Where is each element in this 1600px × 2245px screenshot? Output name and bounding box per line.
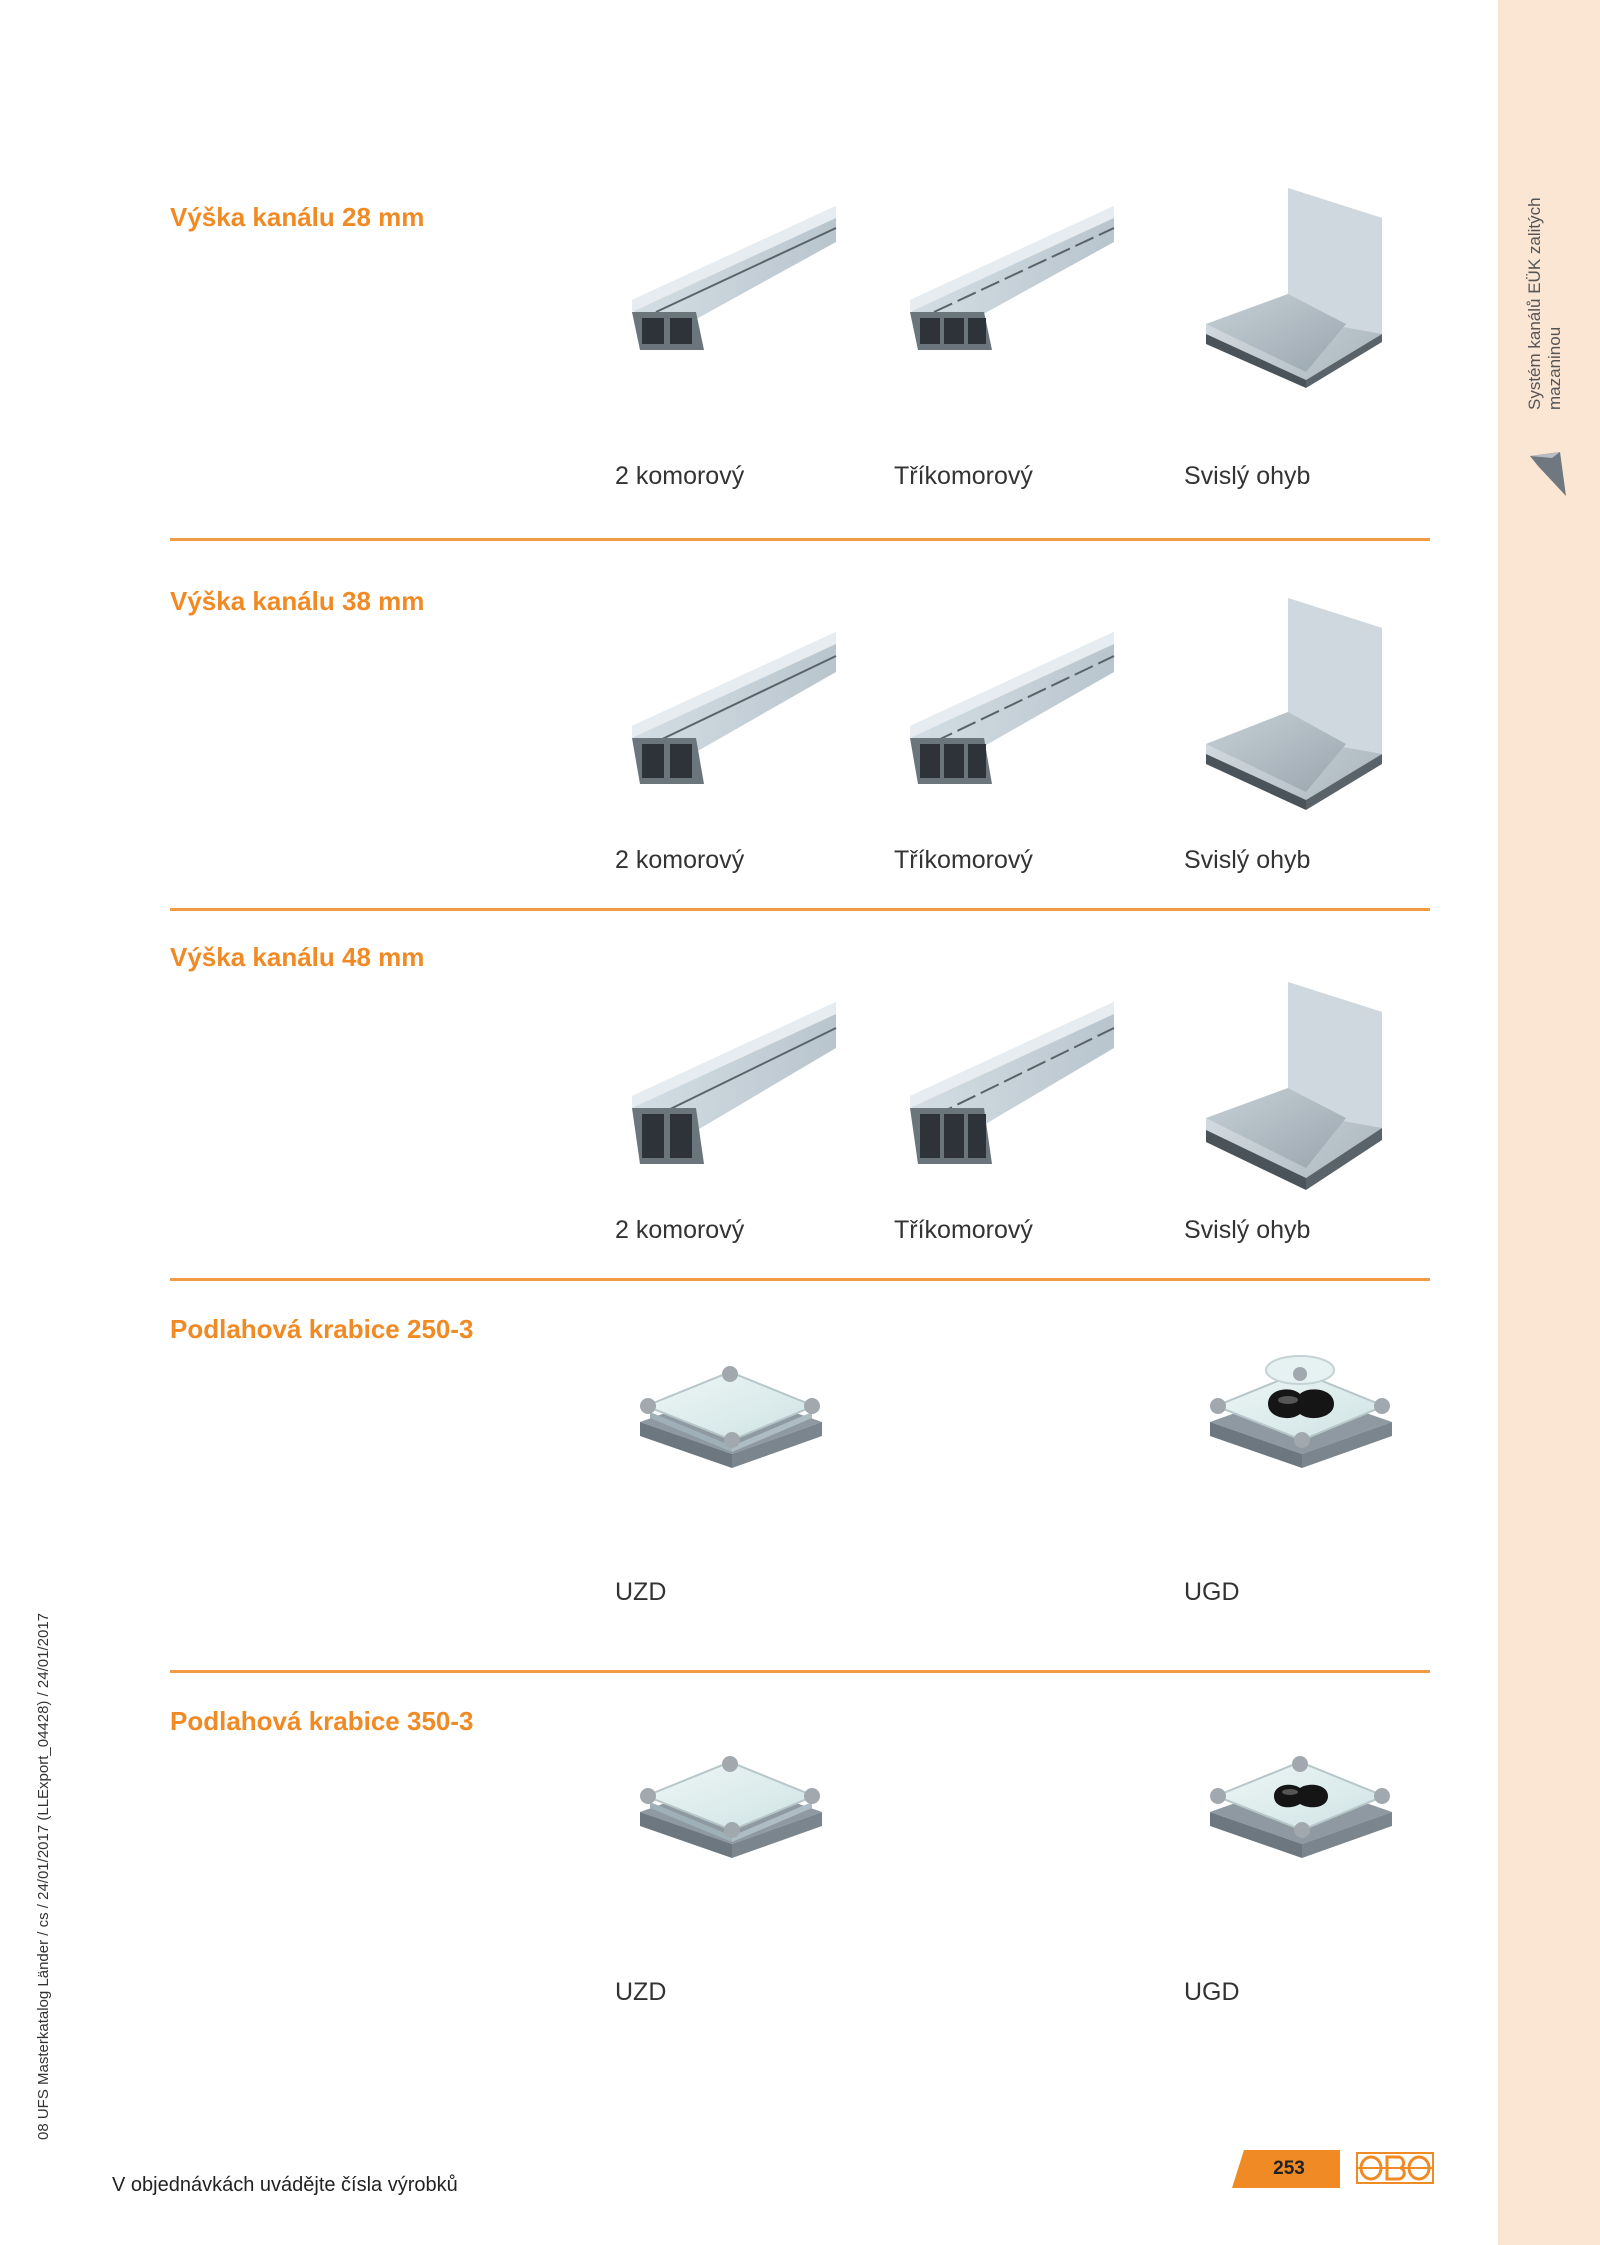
section-title: Výška kanálu 28 mm bbox=[170, 202, 425, 232]
product-label: 2 komorový bbox=[615, 1216, 745, 1244]
section-divider bbox=[170, 908, 1430, 911]
two-chamber-channel-icon bbox=[626, 626, 842, 791]
section-divider bbox=[170, 538, 1430, 541]
section-divider bbox=[170, 1278, 1430, 1281]
vertical-bend-icon bbox=[1196, 594, 1396, 814]
three-chamber-channel-icon bbox=[904, 200, 1120, 355]
product-label: Tříkomorový bbox=[894, 1216, 1033, 1244]
sidebar-tab-arrow-icon bbox=[1530, 452, 1570, 500]
product-label: UZD bbox=[615, 1578, 667, 1606]
page-number: 253 bbox=[1273, 2158, 1305, 2179]
floor-box-uzd-icon bbox=[626, 1740, 836, 1870]
product-label: Svislý ohyb bbox=[1184, 462, 1311, 490]
product-label: 2 komorový bbox=[615, 846, 745, 874]
order-note: V objednávkách uvádějte čísla výrobků bbox=[112, 2174, 458, 2196]
product-label: UZD bbox=[615, 1978, 667, 2006]
vertical-bend-icon bbox=[1196, 184, 1396, 394]
section-title: Výška kanálu 38 mm bbox=[170, 586, 425, 616]
sidebar-title-line2: mazaninou bbox=[1545, 326, 1564, 410]
product-label: UGD bbox=[1184, 1978, 1240, 2006]
floor-box-ugd-icon bbox=[1196, 1736, 1406, 1870]
product-label: Svislý ohyb bbox=[1184, 846, 1311, 874]
section-divider bbox=[170, 1670, 1430, 1673]
three-chamber-channel-icon bbox=[904, 996, 1120, 1171]
obo-logo bbox=[1356, 2152, 1434, 2184]
section-title: Podlahová krabice 350-3 bbox=[170, 1706, 474, 1736]
product-label: 2 komorový bbox=[615, 462, 745, 490]
floor-box-uzd-icon bbox=[626, 1350, 836, 1480]
sidebar-title bbox=[1525, 170, 1567, 410]
product-label: UGD bbox=[1184, 1578, 1240, 1606]
product-label: Tříkomorový bbox=[894, 462, 1033, 490]
footer-vertical-text: 08 UFS Masterkatalog Länder / cs / 24/01/2017 (LLExport_04428) / 24/01/2017 bbox=[35, 1612, 52, 2140]
product-label: Svislý ohyb bbox=[1184, 1216, 1311, 1244]
product-label: Tříkomorový bbox=[894, 846, 1033, 874]
two-chamber-channel-icon bbox=[626, 200, 842, 355]
footer-vertical-meta bbox=[30, 1580, 60, 2140]
two-chamber-channel-icon bbox=[626, 996, 842, 1171]
three-chamber-channel-icon bbox=[904, 626, 1120, 791]
section-title: Výška kanálu 48 mm bbox=[170, 942, 425, 972]
floor-box-ugd-icon bbox=[1196, 1346, 1406, 1480]
vertical-bend-icon bbox=[1196, 978, 1396, 1194]
section-title: Podlahová krabice 250-3 bbox=[170, 1314, 474, 1344]
sidebar-title-line1: Systém kanálů EÜK zalitých bbox=[1525, 197, 1544, 410]
